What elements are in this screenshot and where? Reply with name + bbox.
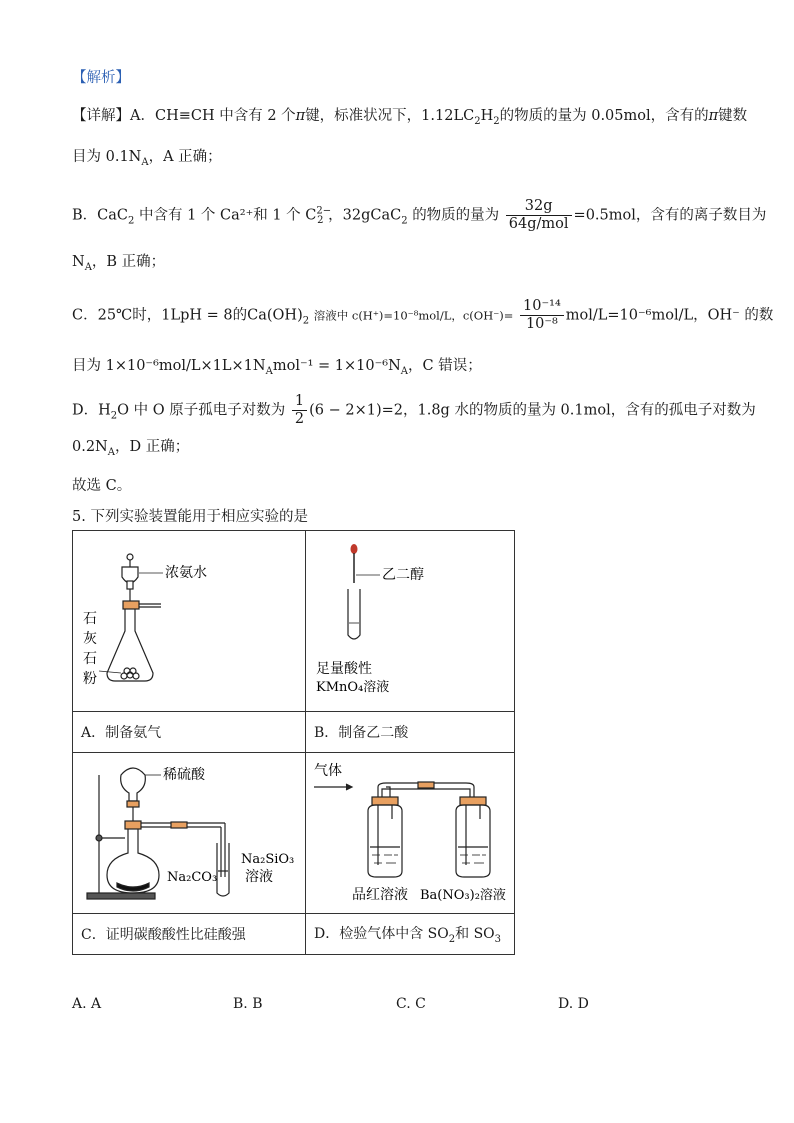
label-magenta-solution: 品红溶液	[352, 887, 408, 903]
fraction-one-half: $\frac{1}{2}$	[292, 393, 307, 428]
detail-c-line1: C．25℃时，1LpH = 8的$Ca(OH)_2$ 溶液中 c(H⁺)=10⁻⁸mol/L，c(OH⁻)= $\frac{\text{10⁻¹⁴}}{\text{10⁻⁸}}$ mol/L=10⁻⁶mol/L，OH⁻ 的数	[72, 298, 774, 332]
label-barium-nitrate-solution: Ba(NO₃)₂溶液	[420, 888, 506, 903]
caption-c: C．证明碳酸酸性比硅酸强	[73, 914, 306, 955]
label-dilute-sulfuric-acid: 稀硫酸	[163, 767, 205, 783]
label-lime-3: 石	[83, 651, 97, 667]
question-stem: 5. 下列实验装置能用于相应实验的是	[72, 509, 308, 525]
label-lime-2: 灰	[83, 631, 97, 647]
detail-c-line2: 目为 $1\times 10^{-6}mol/L\times 1L\times 1N_Amol^{-1} = 1\times 10^{-6}N_A$，C 错误；	[72, 358, 482, 377]
apparatus-c-cell	[73, 753, 306, 914]
detail-b-line1: B．CaC$_2$ 中含有 1 个 Ca²⁺和 1 个 $C^{2-}_2$ ，32gCaC$_2$ 的物质的量为 $\frac{32g}{\text{64g/mol}}$ =0.5mol，含有的离子数目为	[72, 198, 767, 232]
option-d[interactable]: D. D	[558, 996, 589, 1012]
label-acidic-kmno4-2: KMnO₄溶液	[316, 680, 390, 695]
caption-d: D．检验气体中含 $SO_2$和 $SO_3$	[306, 914, 515, 955]
detail-b-line2: $N_A$，B 正确；	[72, 254, 166, 273]
apparatus-a-cell	[73, 531, 306, 712]
option-a[interactable]: A. A	[72, 996, 102, 1012]
apparatus-d-cell	[306, 753, 515, 914]
detail-a-line1: 【详解】A．CH≡CH 中含有 2 个π键，标准状况下，$1.12LC_2H_2$的物质的量为 0.05mol，含有的π键数	[72, 108, 748, 127]
option-b[interactable]: B. B	[233, 996, 263, 1012]
label-lime-1: 石	[83, 611, 97, 627]
fraction-10-14-over-10-8: $\frac{\text{10⁻¹⁴}}{\text{10⁻⁸}}$	[520, 298, 564, 333]
option-c[interactable]: C. C	[396, 996, 426, 1012]
label-concentrated-ammonia: 浓氨水	[165, 565, 207, 581]
label-gas: 气体	[314, 763, 342, 779]
apparatus-b-diagram	[306, 531, 514, 707]
label-na2sio3: Na₂SiO₃	[241, 852, 295, 867]
apparatus-d-diagram	[306, 753, 514, 909]
conclusion: 故选 C。	[72, 478, 132, 494]
detail-d-line2: $0.2N_A$，D 正确；	[72, 439, 190, 458]
apparatus-b-cell	[306, 531, 515, 712]
caption-a: A．制备氨气	[73, 712, 306, 753]
label-na2co3: Na₂CO₃	[167, 870, 218, 885]
apparatus-c-diagram	[73, 753, 305, 909]
caption-b: B．制备乙二酸	[306, 712, 515, 753]
detail-a-line2: 目为 $0.1N_A$，A 正确；	[72, 149, 222, 168]
analysis-heading: 【解析】	[72, 70, 130, 86]
apparatus-table	[72, 530, 515, 955]
apparatus-a-diagram	[73, 531, 305, 707]
label-na2sio3-solution: 溶液	[245, 869, 273, 885]
fraction-32g-over-64: $\frac{32g}{\text{64g/mol}}$	[506, 198, 572, 233]
detail-d-line1: D．$H_2O$ 中 O 原子孤电子对数为 $\frac{1}{2}$ (6 − 2×1)=2，1.8g 水的物质的量为 0.1mol，含有的孤电子对数为	[72, 393, 756, 427]
label-lime-4: 粉	[83, 671, 97, 687]
label-ethylene-glycol: 乙二醇	[382, 567, 424, 583]
label-acidic-kmno4-1: 足量酸性	[316, 661, 372, 677]
